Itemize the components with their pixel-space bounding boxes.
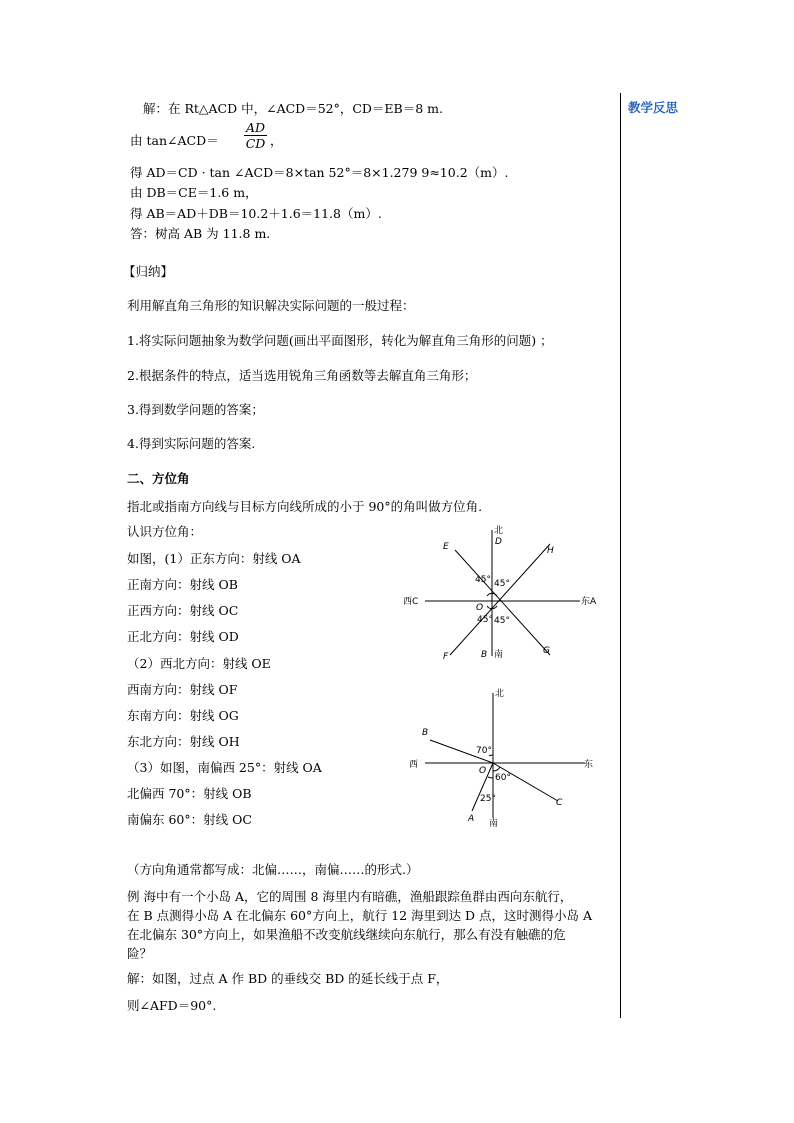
teaching-reflection-label: 教学反思 xyxy=(628,100,679,115)
angle-label-3: 45° xyxy=(477,615,493,625)
angle-arc-25 xyxy=(488,777,493,778)
solution-line-6: 答：树高 AB 为 11.8 m. xyxy=(130,226,271,241)
label-west: 西 xyxy=(409,760,419,770)
angle-label-4: 45° xyxy=(494,616,510,626)
direction-line-8: 东北方向：射线 OH xyxy=(127,734,240,749)
direction-line-7: 东南方向：射线 OG xyxy=(127,708,239,723)
tan-suffix: ， xyxy=(270,133,283,148)
example-line-4: 险？ xyxy=(127,946,153,961)
azimuth-definition: 指北或指南方向线与目标方向线所成的小于 90°的角叫做方位角. xyxy=(127,499,483,514)
section-heading-azimuth: 二、方位角 xyxy=(127,471,190,486)
solution-line-3: 得 AD＝CD · tan ∠ACD＝8×tan 52°＝8×1.279 9≈10.2（m）. xyxy=(130,165,509,180)
label-west-c: 西C xyxy=(403,597,419,607)
angle-label-70: 70° xyxy=(476,746,492,756)
compass-figure-2 xyxy=(400,685,615,830)
fraction-ad-cd xyxy=(244,120,267,151)
label-e: E xyxy=(443,542,449,552)
summary-intro: 利用解直角三角形的知识解决实际问题的一般过程： xyxy=(127,298,415,313)
example-solution-1: 解：如图，过点 A 作 BD 的垂线交 BD 的延长线于点 F， xyxy=(127,971,449,986)
summary-step-4: 4.得到实际问题的答案. xyxy=(127,436,256,451)
tan-prefix: 由 tan∠ACD＝ xyxy=(130,133,219,148)
label-h: H xyxy=(547,546,554,556)
ray-oe-og xyxy=(455,550,550,655)
label-f: F xyxy=(443,652,449,662)
angle-label-60: 60° xyxy=(495,773,511,783)
solution-line-2 xyxy=(130,131,219,149)
angle-label-25: 25° xyxy=(480,794,496,804)
summary-heading: 【归纳】 xyxy=(123,264,174,279)
label-g: G xyxy=(543,646,550,656)
direction-line-3: 正西方向：射线 OC xyxy=(127,603,239,618)
summary-step-2: 2.根据条件的特点，适当选用锐角三角函数等去解直角三角形； xyxy=(127,368,477,383)
label-b: B xyxy=(422,728,429,738)
recognize-heading: 认识方位角： xyxy=(127,524,203,539)
example-line-1: 例 海中有一个小岛 A，它的周围 8 海里内有暗礁，渔船跟踪鱼群由西向东航行， xyxy=(127,889,573,904)
direction-line-1: 如图，(1）正东方向：射线 OA xyxy=(127,551,301,566)
label-east-a: 东A xyxy=(581,597,597,607)
label-d: D xyxy=(495,537,502,547)
label-b: B xyxy=(481,650,488,660)
label-o: O xyxy=(479,766,487,776)
label-o: O xyxy=(476,603,484,613)
compass-figure-1 xyxy=(395,520,615,665)
summary-step-1: 1.将实际问题抽象为数学问题(画出平面图形，转化为解直角三角形的问题) ； xyxy=(127,333,553,348)
example-line-3: 在北偏东 30°方向上，如果渔船不改变航线继续向东航行，那么有没有触礁的危 xyxy=(127,927,566,942)
label-south: 南 xyxy=(494,650,504,660)
label-north: 北 xyxy=(494,526,504,536)
direction-line-10: 北偏西 70°：射线 OB xyxy=(127,786,252,801)
label-east: 东 xyxy=(584,760,594,770)
angle-arc-60 xyxy=(493,767,500,771)
direction-line-4: 正北方向：射线 OD xyxy=(127,629,239,644)
direction-line-2: 正南方向：射线 OB xyxy=(127,577,238,592)
fraction-numerator: AD xyxy=(246,120,266,135)
summary-step-3: 3.得到数学问题的答案； xyxy=(127,402,264,417)
direction-line-9: （3）如图，南偏西 25°：射线 OA xyxy=(127,760,322,775)
label-north: 北 xyxy=(495,689,505,699)
solution-line-4: 由 DB＝CE＝1.6 m， xyxy=(130,185,258,200)
angle-label-2: 45° xyxy=(494,579,510,589)
solution-line-5: 得 AB＝AD＋DB＝10.2＋1.6＝11.8（m）. xyxy=(130,206,382,221)
label-c: C xyxy=(556,798,563,808)
angle-label-1: 45° xyxy=(475,575,491,585)
label-south: 南 xyxy=(489,819,499,829)
direction-line-6: 西南方向：射线 OF xyxy=(127,682,238,697)
direction-note: （方向角通常都写成：北偏……，南偏……的形式.） xyxy=(127,862,419,877)
solution-line-1: 解：在 Rt△ACD 中，∠ACD＝52°，CD＝EB＝8 m. xyxy=(143,101,444,116)
example-line-2: 在 B 点测得小岛 A 在北偏东 60°方向上，航行 12 海里到达 D 点，这时测得小岛 A xyxy=(127,908,593,923)
fraction-denominator: CD xyxy=(245,136,266,151)
direction-line-5: （2）西北方向：射线 OE xyxy=(127,656,271,671)
direction-line-11: 南偏东 60°：射线 OC xyxy=(127,812,252,827)
margin-divider xyxy=(620,93,621,1018)
example-solution-2: 则∠AFD＝90°. xyxy=(127,998,217,1013)
label-a: A xyxy=(468,814,475,824)
